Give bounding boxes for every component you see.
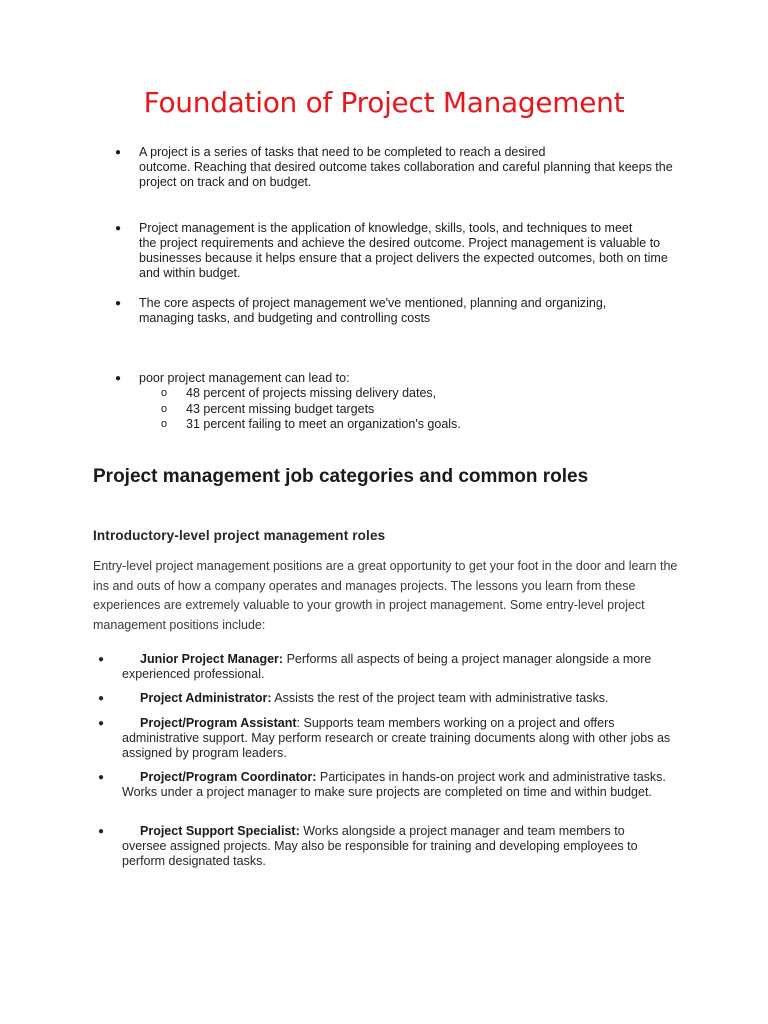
bullet-icon: ● <box>115 373 122 384</box>
bullet-icon: ● <box>98 654 105 665</box>
bullet-icon: ● <box>98 772 105 783</box>
sub-list-item: o 43 percent missing budget targets <box>161 401 375 416</box>
circle-bullet-icon: o <box>161 418 168 430</box>
list-item <box>115 221 679 281</box>
role-name: Project/Program Coordinator: <box>140 770 317 784</box>
list-item-text: managing tasks, and budgeting and controlling costs <box>139 311 431 325</box>
role-name: Project/Program Assistant <box>140 716 297 730</box>
sub-list <box>161 386 461 433</box>
role-item <box>98 691 672 706</box>
role-description: Participates in hands-on project work and administrative tasks. Works under a project manager to make sure projects are completed on time and within budget. <box>122 770 666 799</box>
role-name: Junior Project Manager: <box>140 652 284 666</box>
list-item <box>115 296 679 326</box>
role-description: Performs all aspects of being a project manager alongside a more experienced professional. <box>122 652 652 681</box>
role-name: Project Support Specialist: <box>140 824 300 838</box>
role-item <box>98 716 672 761</box>
sub-list-item: o 31 percent failing to meet an organization's goals. <box>161 417 461 431</box>
role-description: Works alongside a project manager and team members to oversee assigned projects. May also be responsible for training and developing employees to perform designated tasks. <box>122 824 638 868</box>
sub-list-item: o 48 percent of projects missing delivery dates, <box>161 386 437 400</box>
list-item-text: The core aspects of project management we've mentioned, planning and organizing, <box>139 296 607 310</box>
list-item <box>115 371 679 386</box>
role-item <box>98 824 672 869</box>
role-description: : Supports team members working on a project and offers administrative support. May perform research or create training documents along with other jobs as assigned by program leaders. <box>122 716 671 760</box>
role-item <box>98 652 672 682</box>
page-title: Foundation of Project Management <box>143 86 625 119</box>
bullet-icon: ● <box>98 826 105 837</box>
circle-bullet-icon: o <box>161 402 168 415</box>
list-item-text: Project management is the application of knowledge, skills, tools, and techniques to meet <box>139 221 633 235</box>
role-item <box>98 770 672 800</box>
intro-paragraph: Entry-level project management positions are a great opportunity to get your foot in the door and learn the ins and outs of how a company operates and manages projects. The lessons you learn from these experiences are extremely valuable to your growth in project management. Some entry-level project management positions include: <box>93 559 678 632</box>
circle-bullet-icon: o <box>161 387 168 399</box>
bullet-icon: ● <box>115 298 122 309</box>
list-item-text: A project is a series of tasks that need to be completed to reach a desired <box>139 145 546 159</box>
bullet-icon: ● <box>115 223 122 234</box>
role-name: Project Administrator: <box>140 691 272 705</box>
bullet-icon: ● <box>98 718 105 729</box>
subheading: Introductory-level project management roles <box>93 528 386 543</box>
bullet-icon: ● <box>98 693 105 704</box>
list-item-text: the project requirements and achieve the desired outcome. Project management is valuable to businesses because it helps ensure that a project delivers the expected outcomes, both on time and within budget. <box>139 236 668 280</box>
list-item-text: outcome. Reaching that desired outcome takes collaboration and careful planning that keeps the project on track and on budget. <box>139 160 673 189</box>
bullet-icon: ● <box>115 147 122 158</box>
list-item <box>115 145 679 190</box>
section-heading: Project management job categories and common roles <box>93 466 589 487</box>
role-description: Assists the rest of the project team with administrative tasks. <box>271 691 609 705</box>
list-item-text: poor project management can lead to: <box>139 371 350 385</box>
